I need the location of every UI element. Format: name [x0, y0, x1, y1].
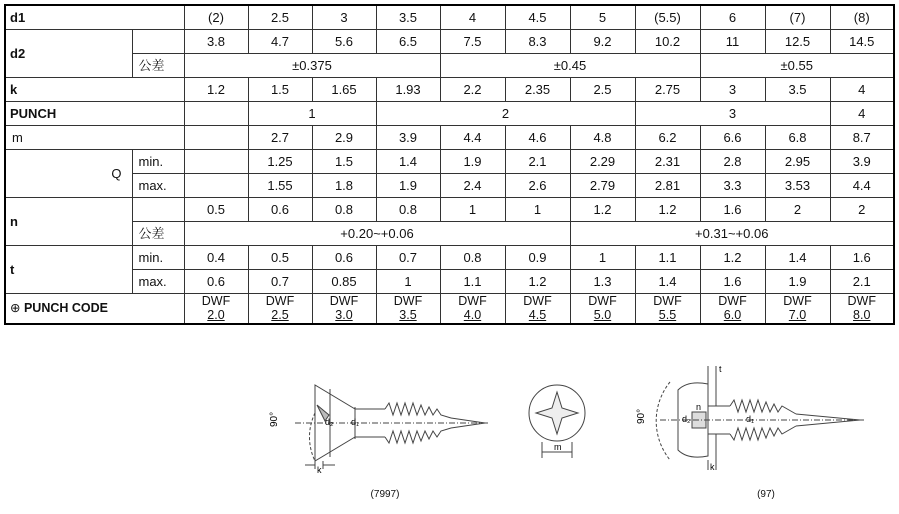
- m-value: [184, 126, 248, 150]
- label-punch: PUNCH: [5, 102, 184, 126]
- t-min-value: 0.8: [440, 246, 505, 270]
- punch-code-series: DWF: [329, 294, 359, 309]
- punch-code-series: DWF: [265, 294, 295, 309]
- q-min-value: 2.8: [700, 150, 765, 174]
- d1-value: 2.5: [248, 5, 312, 30]
- k-value: 4: [830, 78, 894, 102]
- q-max-value: [184, 174, 248, 198]
- punch-code-value: [635, 294, 700, 325]
- recess-m-label: m: [554, 442, 562, 452]
- n-value: 0.5: [184, 198, 248, 222]
- row-punch: [5, 102, 894, 126]
- d2-blank: [132, 30, 184, 54]
- punch-code-value: [570, 294, 635, 325]
- t-max-value: 0.6: [184, 270, 248, 294]
- q-max-value: 3.53: [765, 174, 830, 198]
- n-blank: [132, 198, 184, 222]
- punch-code-value: [505, 294, 570, 325]
- label-d2-tolerance: 公差: [132, 54, 184, 78]
- q-min-value: 3.9: [830, 150, 894, 174]
- row-t-max: [5, 270, 894, 294]
- t-min-value: 0.5: [248, 246, 312, 270]
- m-value: 4.6: [505, 126, 570, 150]
- d1-value: (8): [830, 5, 894, 30]
- punch-code-series: DWF: [783, 294, 812, 309]
- punch-code-series: DWF: [718, 294, 747, 309]
- q-max-value: 2.81: [635, 174, 700, 198]
- d2-tolerance-value: ±0.55: [700, 54, 894, 78]
- label-q-min: min.: [132, 150, 184, 174]
- t-max-value: 1.3: [570, 270, 635, 294]
- row-k: [5, 78, 894, 102]
- punch-code-size: 4.5: [528, 307, 547, 322]
- n-value: 2: [830, 198, 894, 222]
- punch-code-size: 5.5: [658, 307, 677, 322]
- label-q-max: max.: [132, 174, 184, 198]
- n-value: 0.6: [248, 198, 312, 222]
- d2-value: 4.7: [248, 30, 312, 54]
- q-min-value: 2.31: [635, 150, 700, 174]
- raised-head-t-label: t: [719, 364, 722, 374]
- n-value: 0.8: [376, 198, 440, 222]
- n-value: 1: [505, 198, 570, 222]
- m-value: 6.8: [765, 126, 830, 150]
- m-value: 8.7: [830, 126, 894, 150]
- punch-code-label: PUNCH CODE: [23, 300, 108, 315]
- n-value: 1: [440, 198, 505, 222]
- label-m: m: [5, 126, 184, 150]
- q-max-value: 2.79: [570, 174, 635, 198]
- n-tolerance-value: +0.31~+0.06: [570, 222, 894, 246]
- t-max-value: 0.85: [312, 270, 376, 294]
- t-min-value: 1.4: [765, 246, 830, 270]
- row-n-tolerance: [5, 222, 894, 246]
- k-value: 1.5: [248, 78, 312, 102]
- punch-value: 1: [248, 102, 376, 126]
- raised-head-caption: (97): [757, 489, 775, 500]
- punch-code-series: DWF: [458, 294, 487, 309]
- row-n: [5, 198, 894, 222]
- punch-code-series: DWF: [653, 294, 682, 309]
- t-min-value: 0.6: [312, 246, 376, 270]
- m-value: 2.9: [312, 126, 376, 150]
- q-max-value: 4.4: [830, 174, 894, 198]
- q-min-value: 1.9: [440, 150, 505, 174]
- label-t-max: max.: [132, 270, 184, 294]
- row-q-max: [5, 174, 894, 198]
- d2-value: 8.3: [505, 30, 570, 54]
- t-max-value: 1.9: [765, 270, 830, 294]
- q-min-value: 2.29: [570, 150, 635, 174]
- row-d2-tolerance: [5, 54, 894, 78]
- screw-spec-table: [4, 4, 895, 325]
- d1-value: 6: [700, 5, 765, 30]
- punch-value: 2: [376, 102, 635, 126]
- k-value: 1.93: [376, 78, 440, 102]
- q-min-value: 2.95: [765, 150, 830, 174]
- t-max-value: 1.2: [505, 270, 570, 294]
- d2-value: 7.5: [440, 30, 505, 54]
- punch-code-value: [312, 294, 376, 325]
- d2-value: 3.8: [184, 30, 248, 54]
- d1-value: (2): [184, 5, 248, 30]
- label-punch-code: [5, 294, 184, 325]
- punch-code-value: [440, 294, 505, 325]
- row-t-min: [5, 246, 894, 270]
- q-min-value: 1.5: [312, 150, 376, 174]
- k-value: 2.35: [505, 78, 570, 102]
- t-max-value: 1.1: [440, 270, 505, 294]
- punch-value: [184, 102, 248, 126]
- d2-value: 14.5: [830, 30, 894, 54]
- punch-code-size: 5.0: [593, 307, 612, 322]
- d1-value: (5.5): [635, 5, 700, 30]
- t-min-value: 0.7: [376, 246, 440, 270]
- t-min-value: 1.1: [635, 246, 700, 270]
- d1-value: 4: [440, 5, 505, 30]
- punch-code-size: 2.0: [207, 307, 225, 322]
- punch-code-size: 7.0: [788, 307, 807, 322]
- punch-code-size: 4.0: [463, 307, 482, 322]
- t-min-value: 1.2: [700, 246, 765, 270]
- punch-code-size: 3.0: [335, 307, 353, 322]
- raised-head-d2-label: d₂: [682, 414, 691, 424]
- m-value: 2.7: [248, 126, 312, 150]
- punch-value: 4: [830, 102, 894, 126]
- label-q: Q: [5, 150, 132, 198]
- q-max-value: 1.8: [312, 174, 376, 198]
- d2-value: 12.5: [765, 30, 830, 54]
- t-min-value: 1: [570, 246, 635, 270]
- label-k: k: [5, 78, 184, 102]
- row-d1: [5, 5, 894, 30]
- q-max-value: 1.55: [248, 174, 312, 198]
- punch-code-value: [765, 294, 830, 325]
- raised-head-k-label: k: [710, 462, 715, 472]
- q-max-value: 2.6: [505, 174, 570, 198]
- q-min-value: 1.4: [376, 150, 440, 174]
- label-n-tolerance: 公差: [132, 222, 184, 246]
- d2-tolerance-value: ±0.375: [184, 54, 440, 78]
- phillips-cross-icon: ⊕: [10, 300, 24, 315]
- label-d2: d2: [5, 30, 132, 78]
- t-max-value: 2.1: [830, 270, 894, 294]
- k-value: 1.65: [312, 78, 376, 102]
- m-value: 6.6: [700, 126, 765, 150]
- row-q-min: [5, 150, 894, 174]
- label-d1: d1: [5, 5, 184, 30]
- q-min-value: [184, 150, 248, 174]
- m-value: 3.9: [376, 126, 440, 150]
- punch-code-value: [376, 294, 440, 325]
- punch-code-series: DWF: [201, 294, 231, 309]
- d1-value: (7): [765, 5, 830, 30]
- row-m: [5, 126, 894, 150]
- m-value: 4.8: [570, 126, 635, 150]
- d2-tolerance-value: ±0.45: [440, 54, 700, 78]
- k-value: 1.2: [184, 78, 248, 102]
- t-min-value: 1.6: [830, 246, 894, 270]
- raised-head-screw-drawing: [630, 360, 870, 475]
- n-value: 0.8: [312, 198, 376, 222]
- punch-code-size: 6.0: [723, 307, 742, 322]
- q-max-value: 2.4: [440, 174, 505, 198]
- d1-value: 5: [570, 5, 635, 30]
- k-value: 2.5: [570, 78, 635, 102]
- punch-code-series: DWF: [588, 294, 617, 309]
- q-max-value: 3.3: [700, 174, 765, 198]
- row-d2: [5, 30, 894, 54]
- raised-head-n-label: n: [696, 402, 702, 412]
- d2-value: 11: [700, 30, 765, 54]
- k-value: 3.5: [765, 78, 830, 102]
- t-min-value: 0.4: [184, 246, 248, 270]
- d1-value: 4.5: [505, 5, 570, 30]
- flat-head-k-label: k: [317, 465, 322, 475]
- n-value: 1.2: [635, 198, 700, 222]
- k-value: 2.2: [440, 78, 505, 102]
- punch-code-size: 2.5: [271, 307, 289, 322]
- punch-code-size: 3.5: [399, 307, 417, 322]
- m-value: 4.4: [440, 126, 505, 150]
- label-t: t: [5, 246, 132, 294]
- phillips-recess-drawing: [522, 378, 592, 462]
- k-value: 3: [700, 78, 765, 102]
- flat-head-caption: (7997): [370, 489, 400, 500]
- label-n: n: [5, 198, 132, 246]
- flat-head-d1-label: d₁: [351, 417, 360, 427]
- flat-head-angle-label: 90°: [269, 411, 280, 427]
- k-value: 2.75: [635, 78, 700, 102]
- n-value: 2: [765, 198, 830, 222]
- punch-code-value: [830, 294, 894, 325]
- t-max-value: 1.6: [700, 270, 765, 294]
- punch-code-value: [248, 294, 312, 325]
- punch-code-series: DWF: [847, 294, 876, 309]
- t-max-value: 1.4: [635, 270, 700, 294]
- label-t-min: min.: [132, 246, 184, 270]
- punch-code-size: 8.0: [853, 307, 871, 322]
- raised-head-d1-label: d₁: [746, 414, 755, 424]
- d2-value: 10.2: [635, 30, 700, 54]
- t-min-value: 0.9: [505, 246, 570, 270]
- d1-value: 3: [312, 5, 376, 30]
- punch-value: 3: [635, 102, 830, 126]
- t-max-value: 0.7: [248, 270, 312, 294]
- q-max-value: 1.9: [376, 174, 440, 198]
- d1-value: 3.5: [376, 5, 440, 30]
- n-value: 1.6: [700, 198, 765, 222]
- flat-head-screw-drawing: [255, 365, 495, 475]
- row-punch-code: [5, 294, 894, 325]
- punch-code-series: DWF: [393, 294, 423, 309]
- punch-code-value: [700, 294, 765, 325]
- punch-code-series: DWF: [523, 294, 552, 309]
- n-value: 1.2: [570, 198, 635, 222]
- n-tolerance-value: +0.20~+0.06: [184, 222, 570, 246]
- raised-head-angle-label: 90°: [636, 408, 647, 424]
- q-min-value: 2.1: [505, 150, 570, 174]
- flat-head-d2-label: d₂: [325, 417, 334, 427]
- punch-code-value: [184, 294, 248, 325]
- q-min-value: 1.25: [248, 150, 312, 174]
- d2-value: 6.5: [376, 30, 440, 54]
- d2-value: 9.2: [570, 30, 635, 54]
- t-max-value: 1: [376, 270, 440, 294]
- m-value: 6.2: [635, 126, 700, 150]
- d2-value: 5.6: [312, 30, 376, 54]
